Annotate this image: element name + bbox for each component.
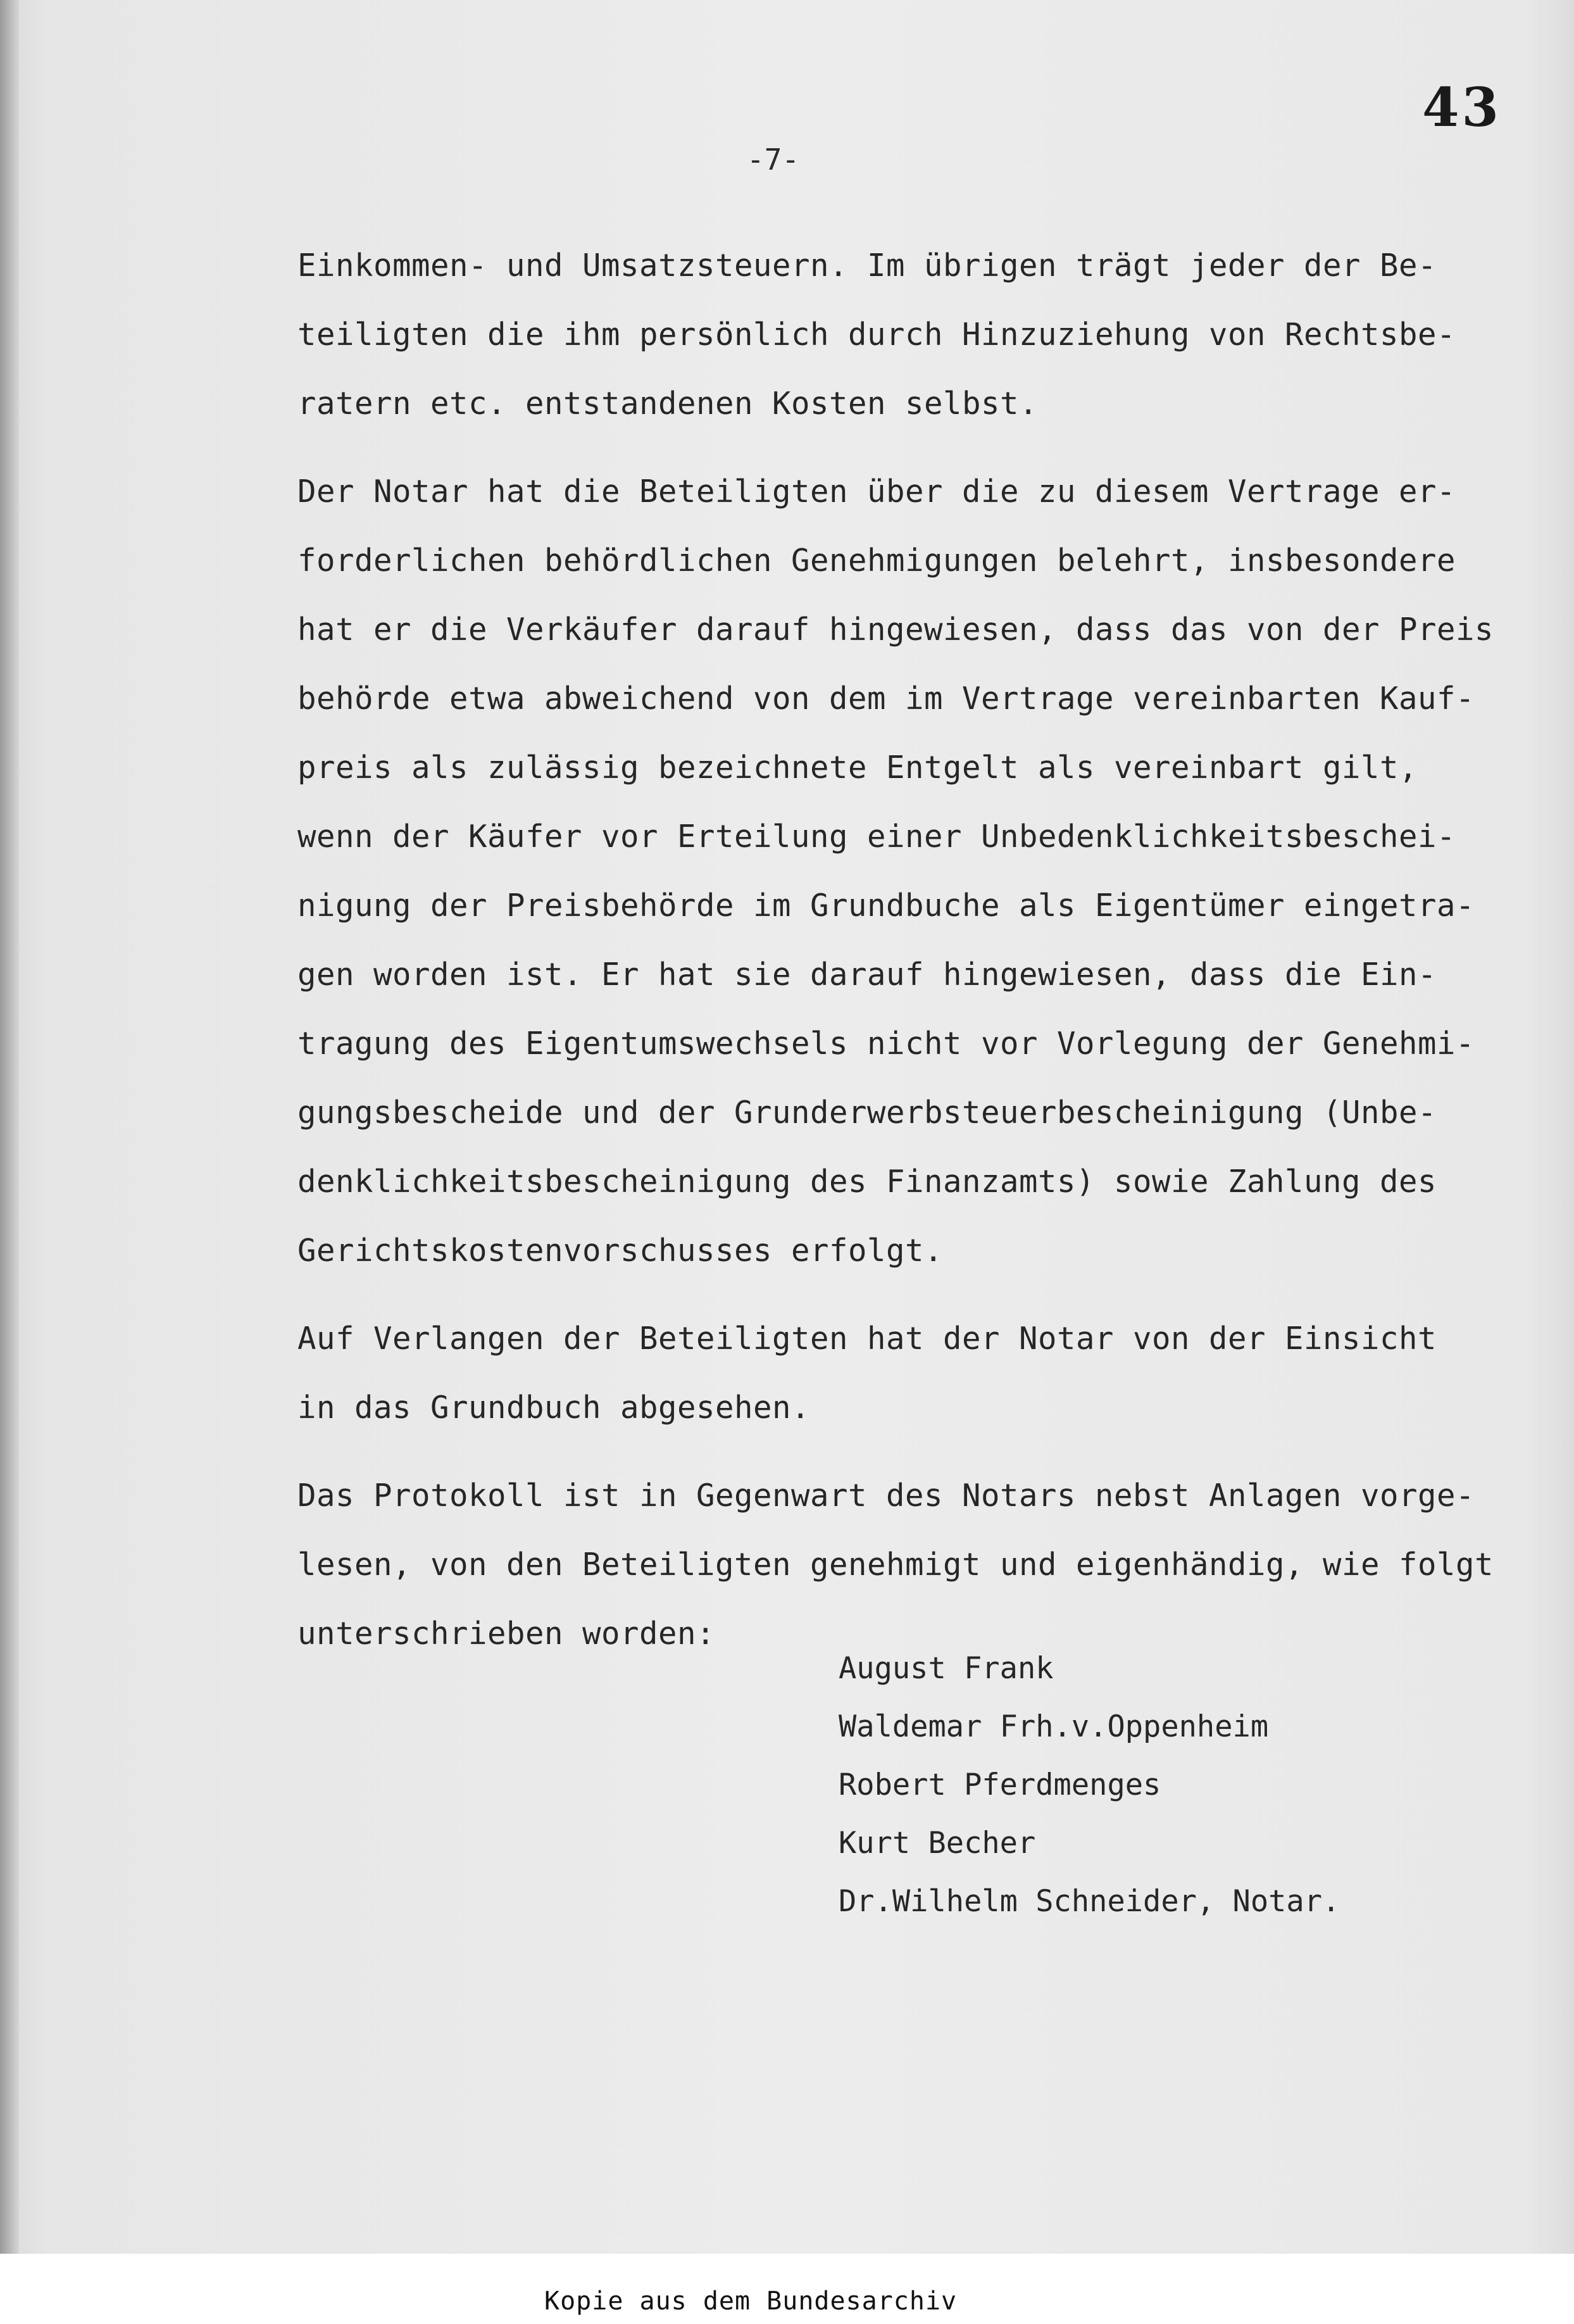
paragraph-approvals — [297, 457, 1557, 1285]
paragraph-protocol — [297, 1461, 1557, 1668]
archive-footer-text: Kopie aus dem Bundesarchiv — [544, 2287, 958, 2316]
text-line: Gerichtskostenvorschusses erfolgt. — [297, 1233, 944, 1269]
text-line: Auf Verlangen der Beteiligten hat der Notar von der Einsicht — [297, 1321, 1437, 1357]
text-line: ratern etc. entstandenen Kosten selbst. — [297, 386, 1039, 422]
signatory-name: August Frank — [839, 1651, 1054, 1686]
text-line: preis als zulässig bezeichnete Entgelt als vereinbart gilt, — [297, 750, 1418, 786]
text-line: Einkommen- und Umsatzsteuern. Im übrigen trägt jeder der Be- — [297, 248, 1437, 284]
page-number: -7- — [747, 142, 800, 177]
text-line: Das Protokoll ist in Gegenwart des Notars nebst Anlagen vorge- — [297, 1478, 1475, 1514]
signatory-name: Waldemar Frh.v.Oppenheim — [839, 1709, 1269, 1744]
text-line: tragung des Eigentumswechsels nicht vor Vorlegung der Genehmi- — [297, 1026, 1475, 1062]
text-line: unterschrieben worden: — [297, 1616, 716, 1652]
text-line: wenn der Käufer vor Erteilung einer Unbedenklichkeitsbeschei- — [297, 819, 1456, 855]
body-text — [297, 231, 1557, 1687]
page-binding-edge — [0, 0, 19, 2254]
text-line: teiligten die ihm persönlich durch Hinzuziehung von Rechtsbe- — [297, 317, 1456, 353]
paragraph-costs — [297, 231, 1557, 438]
signature-block — [839, 1640, 1340, 1931]
signatory-name: Robert Pferdmenges — [839, 1768, 1161, 1802]
text-line: gungsbescheide und der Grunderwerbsteuerbescheinigung (Unbe- — [297, 1095, 1437, 1131]
text-line: denklichkeitsbescheinigung des Finanzamts) sowie Zahlung des — [297, 1164, 1437, 1200]
text-line: hat er die Verkäufer darauf hingewiesen, dass das von der Preis — [297, 612, 1494, 648]
text-line: Der Notar hat die Beteiligten über die zu diesem Vertrage er- — [297, 474, 1456, 510]
folio-number: 43 — [1422, 76, 1501, 139]
text-line: nigung der Preisbehörde im Grundbuche als Eigentümer eingetra- — [297, 888, 1475, 924]
text-line: forderlichen behördlichen Genehmigungen belehrt, insbesondere — [297, 543, 1456, 579]
text-line: in das Grundbuch abgesehen. — [297, 1390, 811, 1426]
signatory-name: Dr.Wilhelm Schneider, Notar. — [839, 1884, 1340, 1919]
text-line: lesen, von den Beteiligten genehmigt und eigenhändig, wie folgt — [297, 1547, 1494, 1583]
paragraph-land-register — [297, 1304, 1557, 1442]
text-line: behörde etwa abweichend von dem im Vertrage vereinbarten Kauf- — [297, 681, 1475, 717]
text-line: gen worden ist. Er hat sie darauf hingewiesen, dass die Ein- — [297, 957, 1437, 993]
signatory-name: Kurt Becher — [839, 1826, 1036, 1861]
